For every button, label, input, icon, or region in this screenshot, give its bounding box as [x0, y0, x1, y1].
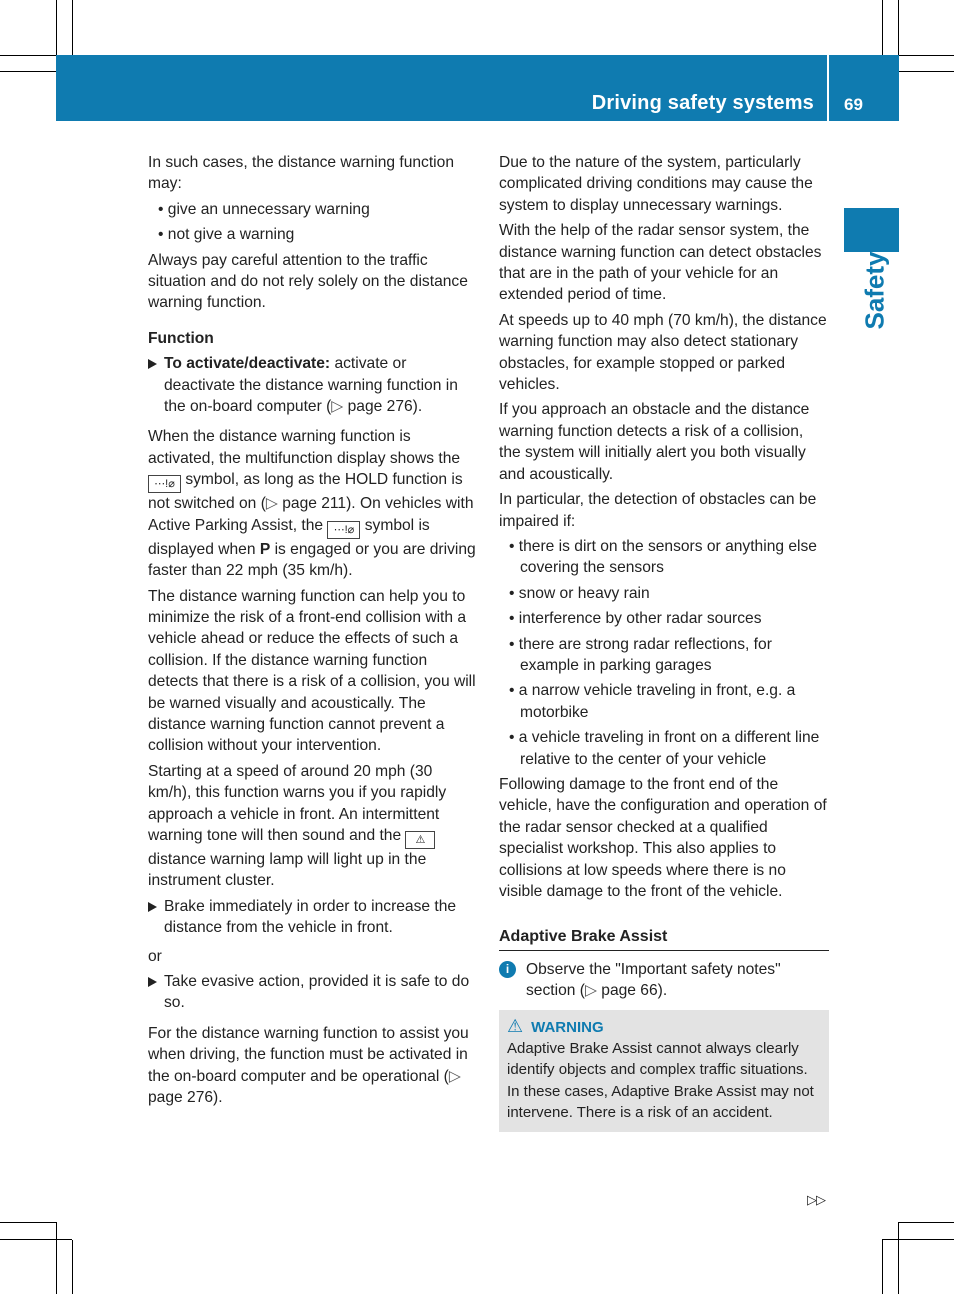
list-item: • not give a warning	[158, 226, 295, 244]
operational-paragraph: For the distance warning function to assist you when driving, the function must be activated in the on-board computer and be operational (▷ page 276).	[148, 1024, 469, 1107]
activate-instruction: To activate/deactivate: activate or deactivate the distance warning function in the on-board computer (▷ page 276).	[148, 353, 478, 417]
warning-lamp-icon: ⚠	[405, 831, 435, 849]
crop-mark	[898, 0, 899, 55]
crop-mark	[72, 1240, 73, 1294]
page-ref-icon: ▷	[448, 1067, 461, 1085]
damage-paragraph: Following damage to the front end of the vehicle, have the configuration and operation of the radar sensor checked at a qualified specialist workshop. This also applies to collisions at low speeds where there is no visible damage to the front of the vehicle.	[499, 775, 827, 900]
crop-mark	[882, 1240, 883, 1294]
info-icon: i	[499, 961, 516, 978]
adaptive-brake-assist-heading: Adaptive Brake Assist	[499, 926, 829, 950]
speed-paragraph: Starting at a speed of around 20 mph (30 km/h), this function warns you if you rapidly approach a vehicle in front. An intermittent warning tone will then sound and the ⚠ distance warning lamp will light up in the instrument cluster.	[148, 762, 447, 890]
info-note: i Observe the "Important safety notes" section (▷ page 66).	[499, 959, 829, 1002]
page-ref-icon: ▷	[265, 495, 278, 513]
list-item: • snow or heavy rain	[509, 584, 650, 602]
warning-box	[499, 1010, 829, 1132]
list-item: • there are strong radar reflections, for example in parking garages	[509, 635, 772, 674]
warning-triangle-icon: ⚠	[507, 1015, 524, 1036]
function-heading: Function	[148, 329, 214, 347]
crop-mark	[0, 1239, 72, 1240]
nature-paragraph: Due to the nature of the system, particularly complicated driving conditions may cause the system to display unnecessary warnings.	[499, 154, 813, 214]
radar-paragraph: With the help of the radar sensor system, the distance warning function can detect obstacles that are in the path of your vehicle for an extended period of time.	[499, 222, 822, 304]
crop-mark	[882, 0, 883, 55]
stationary-paragraph: At speeds up to 40 mph (70 km/h), the distance warning function may also detect stationary obstacles, for example stopped or parked vehicles.	[499, 311, 827, 394]
collision-paragraph: The distance warning function can help you to minimize the risk of a front-end collision with a vehicle ahead or reduce the effects of such a collision. If the distance warning function detects that there is a risk of a collision, you will be warned visually and acoustically. The distance warning function cannot prevent a collision without your intervention.	[148, 587, 476, 755]
page-ref-icon: ▷	[331, 398, 344, 416]
impaired-paragraph: In particular, the detection of obstacles can be impaired if:	[499, 491, 817, 530]
header-divider	[827, 55, 829, 121]
section-title: Driving safety systems	[591, 92, 814, 114]
right-column	[499, 152, 829, 1132]
page-ref-icon: ▷	[584, 982, 597, 1000]
or-text: or	[148, 947, 162, 965]
crop-mark	[899, 55, 954, 56]
warning-header	[507, 1016, 821, 1038]
crop-mark	[0, 71, 56, 72]
attention-paragraph: Always pay careful attention to the traffic situation and do not rely solely on the distance warning function.	[148, 251, 468, 312]
crop-mark	[899, 71, 954, 72]
list-item: • give an unnecessary warning	[158, 200, 370, 218]
crop-mark	[898, 1222, 954, 1223]
chapter-label: Safety	[859, 251, 890, 330]
brake-instruction: Brake immediately in order to increase the distance from the vehicle in front.	[148, 896, 478, 939]
list-item: • a narrow vehicle traveling in front, e.g. a motorbike	[509, 682, 796, 721]
alert-paragraph: If you approach an obstacle and the distance warning function detects a risk of a collision, the system will initially alert you both visually and acoustically.	[499, 401, 810, 483]
page-number: 69	[844, 95, 863, 114]
warning-text: Adaptive Brake Assist cannot always clearly identify objects and complex traffic situations. In these cases, Adaptive Brake Assist may not intervene. There is a risk of an accident.	[507, 1040, 814, 1122]
crop-mark	[56, 0, 57, 55]
distance-warning-symbol-icon: ⋯!⌀	[148, 475, 181, 493]
left-column	[148, 152, 478, 1112]
crop-mark	[898, 1222, 899, 1294]
list-item: • there is dirt on the sensors or anything else covering the sensors	[509, 537, 817, 577]
list-item: • a vehicle traveling in front on a different line relative to the center of your vehicle	[509, 729, 820, 768]
crop-mark	[56, 1222, 57, 1294]
intro-paragraph: In such cases, the distance warning function may:	[148, 154, 454, 193]
evasive-instruction: Take evasive action, provided it is safe to do so.	[148, 971, 478, 1014]
crop-mark	[882, 1239, 954, 1240]
display-paragraph: When the distance warning function is activated, the multifunction display shows the ⋯!⌀ symbol, as long as the HOLD function is not switched on (▷ page 211). On vehicles with Active Parking Assist, the ⋯!⌀ symbol is displayed when P is engaged or you are driving faster than 22 mph (35 km/h).	[148, 428, 476, 580]
list-item: • interference by other radar sources	[509, 610, 762, 628]
side-tab-marker	[844, 208, 899, 252]
crop-mark	[0, 55, 56, 56]
warning-title: WARNING	[531, 1018, 604, 1036]
crop-mark	[0, 1222, 56, 1223]
distance-warning-symbol-icon: ⋯!⌀	[327, 521, 360, 539]
crop-mark	[72, 0, 73, 55]
continued-marker-icon: ▷▷	[807, 1192, 825, 1207]
